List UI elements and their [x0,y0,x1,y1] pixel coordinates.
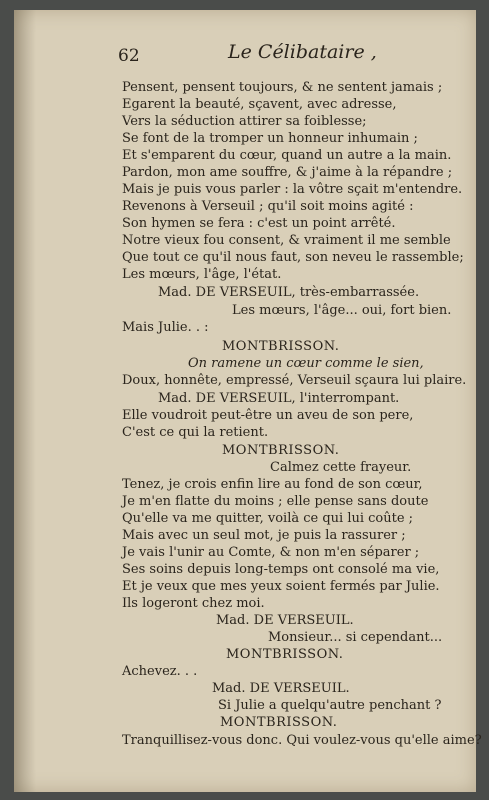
verse-line: Achevez. . . [122,664,198,679]
verse-line: Pensent, pensent toujours, & ne sentent jamais ; [122,80,443,95]
verse-line: Que tout ce qu'il nous faut, son neveu le rassemble; [122,250,464,265]
verse-line: Les mœurs, l'âge, l'état. [122,267,282,282]
verse-line: Se font de la tromper un honneur inhumain ; [122,131,418,146]
verse-line: Ils logeront chez moi. [122,596,265,611]
verse-line: Je m'en flatte du moins ; elle pense sans doute [122,494,429,509]
verse-line: Je vais l'unir au Comte, & non m'en séparer ; [122,545,420,560]
speaker-heading: Mad. DE VERSEUIL, très-embarrassée. [158,285,420,300]
verse-line: Notre vieux fou consent, & vraiment il me semble [122,233,451,248]
verse-line: Tenez, je crois enfin lire au fond de son cœur, [122,477,423,492]
verse-line: Ses soins depuis long-temps ont consolé ma vie, [122,562,440,577]
verse-line: Qu'elle va me quitter, voilà ce qui lui coûte ; [122,511,414,526]
verse-line: Son hymen se fera : c'est un point arrêté. [122,216,396,231]
verse-line: Doux, honnête, empressé, Verseuil sçaura lui plaire. [122,373,467,388]
verse-line: Et je veux que mes yeux soient fermés par Julie. [122,579,440,594]
verse-line: Et s'emparent du cœur, quand un autre a la main. [122,148,452,163]
running-title: Le Célibataire , [228,41,377,63]
verse-line: Tranquillisez-vous donc. Qui voulez-vous qu'elle aime? [122,733,482,748]
verse-line: Elle voudroit peut-être un aveu de son pere, [122,408,414,423]
page-number: 62 [118,46,140,66]
verse-line: Mais je puis vous parler : la vôtre sçait m'entendre. [122,182,463,197]
speaker-heading: Mad. DE VERSEUIL. [216,613,354,628]
speaker-heading: MONTBRISSON. [226,647,344,662]
verse-line: Vers la séduction attirer sa foiblesse; [122,114,367,129]
verse-line: Pardon, mon ame souffre, & j'aime à la répandre ; [122,165,453,180]
speaker-heading: MONTBRISSON. [222,443,340,458]
verse-line: Revenons à Verseuil ; qu'il soit moins agité : [122,199,414,214]
page-spine-shadow [14,10,36,792]
verse-line: C'est ce qui la retient. [122,425,269,440]
verse-line: Mais Julie. . : [122,320,209,335]
verse-line: Mais avec un seul mot, je puis la rassurer ; [122,528,406,543]
speaker-heading: MONTBRISSON. [220,715,338,730]
verse-line: On ramene un cœur comme le sien, [188,356,424,371]
verse-line: Calmez cette frayeur. [270,460,412,475]
verse-line: Si Julie a quelqu'autre penchant ? [218,698,442,713]
speaker-heading: MONTBRISSON. [222,339,340,354]
speaker-heading: Mad. DE VERSEUIL, l'interrompant. [158,391,400,406]
verse-line: Monsieur... si cependant... [268,630,443,645]
speaker-heading: Mad. DE VERSEUIL. [212,681,350,696]
verse-line: Les mœurs, l'âge... oui, fort bien. [232,303,452,318]
verse-line: Egarent la beauté, sçavent, avec adresse, [122,97,397,112]
